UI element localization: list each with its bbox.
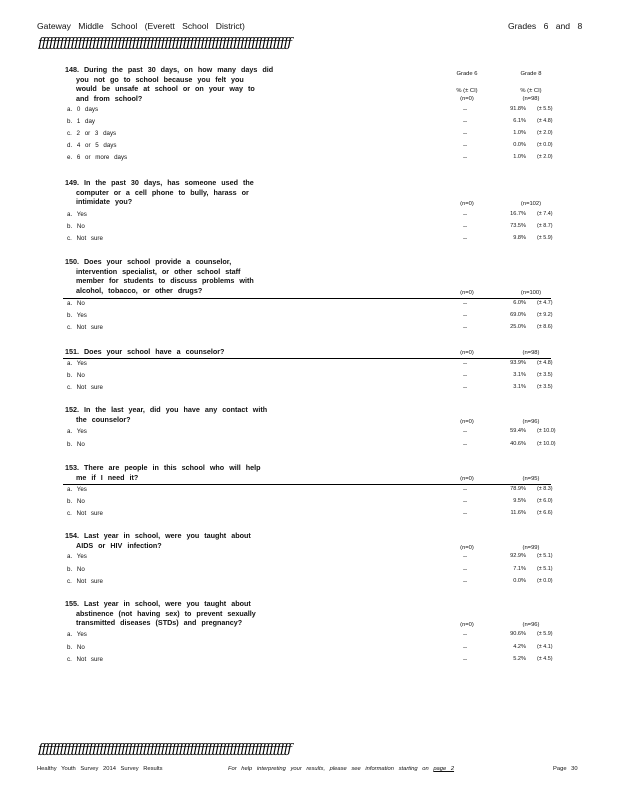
grade8-confidence-interval: (± 3.5) bbox=[537, 372, 553, 378]
answer-row bbox=[0, 553, 618, 565]
grade8-confidence-interval: (± 5.9) bbox=[537, 235, 553, 241]
decorative-divider-top: ƒƒƒƒƒƒƒƒƒƒƒƒƒƒƒƒƒƒƒƒƒƒƒƒƒƒƒƒƒƒƒƒƒƒƒƒƒƒƒƒƒƒƒƒƒƒƒƒƒƒƒƒƒƒƒƒƒƒƒƒƒƒƒƒƒƒƒƒƒƒ bbox=[38, 36, 291, 51]
grade6-sample-size: (n=0) bbox=[460, 290, 474, 296]
grade6-pct-ci-heading: % (± CI) bbox=[456, 88, 478, 94]
grade8-confidence-interval: (± 3.5) bbox=[537, 384, 553, 390]
report-header-school: Gateway Middle School (Everett School District) bbox=[37, 21, 245, 31]
answer-row bbox=[0, 384, 618, 396]
question-line: would be unsafe at school or on your way to bbox=[76, 84, 255, 94]
question-line: member for students to discuss problems with bbox=[76, 276, 254, 286]
grade8-confidence-interval: (± 2.0) bbox=[537, 154, 553, 160]
grade6-value: -- bbox=[463, 300, 468, 307]
grade8-heading: Grade 8 bbox=[520, 71, 542, 77]
grade8-percent: 16.7% bbox=[510, 211, 526, 217]
grade8-percent: 40.6% bbox=[510, 441, 526, 447]
footer-help-note bbox=[228, 766, 454, 772]
section-rule bbox=[63, 358, 551, 359]
question-text bbox=[65, 65, 280, 103]
question-line: 151. Does your school have a counselor? bbox=[65, 347, 225, 356]
grade8-confidence-interval: (± 4.5) bbox=[537, 656, 553, 662]
grade8-percent: 92.9% bbox=[510, 553, 526, 559]
question-text bbox=[65, 405, 280, 424]
answer-label: a. Yes bbox=[67, 428, 87, 435]
grade8-confidence-interval: (± 9.2) bbox=[537, 312, 553, 318]
grade8-percent: 9.8% bbox=[513, 235, 526, 241]
footer-help-text: For help interpreting your results, please see information starting on bbox=[228, 766, 429, 772]
answer-label: a. Yes bbox=[67, 553, 87, 560]
grade8-percent: 91.8% bbox=[510, 106, 526, 112]
grade6-sample-size: (n=0) bbox=[460, 350, 474, 356]
grade6-value: -- bbox=[463, 510, 468, 517]
answer-label: b. No bbox=[67, 372, 85, 379]
question-line: 150. Does your school provide a counselor, bbox=[65, 257, 232, 266]
question-text bbox=[65, 463, 280, 482]
answer-label: c. Not sure bbox=[67, 384, 103, 391]
section-rule bbox=[63, 298, 551, 299]
grade8-confidence-interval: (± 0.0) bbox=[537, 142, 553, 148]
grade8-percent: 0.0% bbox=[513, 142, 526, 148]
grade8-sample-size: (n=100) bbox=[520, 290, 542, 296]
answer-row bbox=[0, 211, 618, 223]
grade8-percent: 93.9% bbox=[510, 360, 526, 366]
grade8-confidence-interval: (± 8.3) bbox=[537, 486, 553, 492]
question-text bbox=[65, 599, 280, 628]
grade8-sample-size: (n=98) bbox=[522, 350, 540, 356]
grade8-percent: 5.2% bbox=[513, 656, 526, 662]
grade6-value: -- bbox=[463, 644, 468, 651]
grade6-value: -- bbox=[463, 566, 468, 573]
section-rule bbox=[63, 484, 551, 485]
grade6-value: -- bbox=[463, 553, 468, 560]
grade8-confidence-interval: (± 5.5) bbox=[537, 106, 553, 112]
answer-label: c. 2 or 3 days bbox=[67, 130, 117, 137]
answer-row bbox=[0, 644, 618, 656]
answer-row bbox=[0, 106, 618, 118]
answer-row bbox=[0, 130, 618, 142]
answer-row bbox=[0, 360, 618, 372]
grade8-percent: 3.1% bbox=[513, 384, 526, 390]
grade6-value: -- bbox=[463, 235, 468, 242]
answer-label: c. Not sure bbox=[67, 656, 103, 663]
question-line: AIDS or HIV infection? bbox=[76, 540, 162, 550]
page-number: Page 30 bbox=[553, 766, 578, 772]
question-line: intervention specialist, or other school staff bbox=[76, 266, 241, 276]
question-line: 152. In the last year, did you have any contact with bbox=[65, 405, 268, 414]
question-line: 155. Last year in school, were you taught about bbox=[65, 599, 251, 608]
answer-label: a. No bbox=[67, 300, 85, 307]
grade8-confidence-interval: (± 2.0) bbox=[537, 130, 553, 136]
grade8-percent: 0.0% bbox=[513, 578, 526, 584]
answer-label: a. Yes bbox=[67, 211, 87, 218]
grade6-value: -- bbox=[463, 486, 468, 493]
grade8-confidence-interval: (± 10.0) bbox=[537, 441, 556, 447]
answer-label: a. 0 days bbox=[67, 106, 99, 113]
answer-row bbox=[0, 578, 618, 590]
answer-row bbox=[0, 312, 618, 324]
grade6-value: -- bbox=[463, 312, 468, 319]
question-line: alcohol, tobacco, or other drugs? bbox=[76, 285, 203, 295]
grade8-percent: 69.0% bbox=[510, 312, 526, 318]
answer-label: c. Not sure bbox=[67, 510, 103, 517]
grade6-value: -- bbox=[463, 324, 468, 331]
answer-row bbox=[0, 486, 618, 498]
answer-label: a. Yes bbox=[67, 360, 87, 367]
footer-page-link[interactable]: page 2 bbox=[433, 766, 455, 772]
grade8-percent: 4.2% bbox=[513, 644, 526, 650]
answer-label: b. No bbox=[67, 644, 85, 651]
answer-label: b. 1 day bbox=[67, 118, 96, 125]
question-text bbox=[65, 178, 280, 207]
grade8-percent: 9.5% bbox=[513, 498, 526, 504]
grade6-sample-size: (n=0) bbox=[460, 545, 474, 551]
grade8-percent: 78.9% bbox=[510, 486, 526, 492]
question-text bbox=[65, 347, 280, 357]
grade8-percent: 7.1% bbox=[513, 566, 526, 572]
grade6-value: -- bbox=[463, 498, 468, 505]
grade6-value: -- bbox=[463, 142, 468, 149]
question-line: transmitted diseases (STDs) and pregnancy? bbox=[76, 618, 243, 628]
grade8-sample-size: (n=98) bbox=[522, 96, 540, 102]
grade8-confidence-interval: (± 0.0) bbox=[537, 578, 553, 584]
grade6-sample-size: (n=0) bbox=[460, 476, 474, 482]
grade8-percent: 6.1% bbox=[513, 118, 526, 124]
grade6-value: -- bbox=[463, 578, 468, 585]
grade8-percent: 59.4% bbox=[510, 428, 526, 434]
answer-row bbox=[0, 441, 618, 453]
answer-row bbox=[0, 142, 618, 154]
answer-row bbox=[0, 154, 618, 166]
grade8-confidence-interval: (± 6.6) bbox=[537, 510, 553, 516]
answer-row bbox=[0, 510, 618, 522]
question-line: me if I need it? bbox=[76, 472, 139, 482]
grade8-confidence-interval: (± 5.1) bbox=[537, 566, 553, 572]
question-line: 148. During the past 30 days, on how many days did bbox=[65, 65, 274, 74]
grade6-value: -- bbox=[463, 211, 468, 218]
answer-row bbox=[0, 428, 618, 440]
grade8-confidence-interval: (± 8.6) bbox=[537, 324, 553, 330]
grade6-value: -- bbox=[463, 384, 468, 391]
grade8-confidence-interval: (± 6.0) bbox=[537, 498, 553, 504]
grade8-sample-size: (n=96) bbox=[522, 419, 540, 425]
answer-row bbox=[0, 324, 618, 336]
answer-label: c. Not sure bbox=[67, 324, 103, 331]
grade6-value: -- bbox=[463, 441, 468, 448]
answer-row bbox=[0, 223, 618, 235]
answer-row bbox=[0, 631, 618, 643]
answer-label: c. Not sure bbox=[67, 578, 103, 585]
grade8-confidence-interval: (± 4.8) bbox=[537, 118, 553, 124]
grade8-percent: 1.0% bbox=[513, 130, 526, 136]
answer-label: a. Yes bbox=[67, 486, 87, 493]
grade8-percent: 11.6% bbox=[510, 510, 526, 516]
grade6-sample-size: (n=0) bbox=[460, 419, 474, 425]
answer-label: b. No bbox=[67, 441, 85, 448]
answer-label: b. No bbox=[67, 498, 85, 505]
grade6-sample-size: (n=0) bbox=[460, 201, 474, 207]
question-line: 149. In the past 30 days, has someone used the bbox=[65, 178, 254, 187]
question-line: and from school? bbox=[76, 93, 143, 103]
grade8-percent: 73.5% bbox=[510, 223, 526, 229]
question-line: computer or a cell phone to bully, harass or bbox=[76, 187, 249, 197]
question-line: you not go to school because you felt you bbox=[76, 74, 244, 84]
decorative-divider-bottom: ƒƒƒƒƒƒƒƒƒƒƒƒƒƒƒƒƒƒƒƒƒƒƒƒƒƒƒƒƒƒƒƒƒƒƒƒƒƒƒƒƒƒƒƒƒƒƒƒƒƒƒƒƒƒƒƒƒƒƒƒƒƒƒƒƒƒƒƒƒƒ bbox=[38, 742, 291, 757]
answer-row bbox=[0, 118, 618, 130]
answer-label: c. Not sure bbox=[67, 235, 103, 242]
grade8-pct-ci-heading: % (± CI) bbox=[520, 88, 542, 94]
answer-row bbox=[0, 372, 618, 384]
grade6-value: -- bbox=[463, 106, 468, 113]
grade8-percent: 6.0% bbox=[513, 300, 526, 306]
answer-row bbox=[0, 656, 618, 668]
grade8-percent: 90.6% bbox=[510, 631, 526, 637]
grade8-percent: 25.0% bbox=[510, 324, 526, 330]
grade8-confidence-interval: (± 4.8) bbox=[537, 360, 553, 366]
grade8-confidence-interval: (± 8.7) bbox=[537, 223, 553, 229]
grade8-sample-size: (n=99) bbox=[522, 545, 540, 551]
grade6-heading: Grade 6 bbox=[456, 71, 478, 77]
answer-label: d. 4 or 5 days bbox=[67, 142, 117, 149]
grade8-confidence-interval: (± 7.4) bbox=[537, 211, 553, 217]
answer-row bbox=[0, 566, 618, 578]
grade6-value: -- bbox=[463, 372, 468, 379]
grade6-value: -- bbox=[463, 130, 468, 137]
grade6-sample-size: (n=0) bbox=[460, 96, 474, 102]
grade8-confidence-interval: (± 5.1) bbox=[537, 553, 553, 559]
question-line: 153. There are people in this school who will help bbox=[65, 463, 261, 472]
grade8-confidence-interval: (± 4.7) bbox=[537, 300, 553, 306]
answer-label: b. No bbox=[67, 566, 85, 573]
question-line: intimidate you? bbox=[76, 197, 133, 207]
question-line: 154. Last year in school, were you taught about bbox=[65, 531, 251, 540]
grade6-value: -- bbox=[463, 223, 468, 230]
grade6-value: -- bbox=[463, 631, 468, 638]
footer-survey-title: Healthy Youth Survey 2014 Survey Results bbox=[37, 766, 163, 772]
answer-row bbox=[0, 235, 618, 247]
grade8-percent: 1.0% bbox=[513, 154, 526, 160]
report-header-grades: Grades 6 and 8 bbox=[508, 21, 583, 31]
answer-label: e. 6 or more days bbox=[67, 154, 128, 161]
question-line: the counselor? bbox=[76, 414, 131, 424]
question-line: abstinence (not having sex) to prevent sexually bbox=[76, 608, 256, 618]
answer-label: b. No bbox=[67, 223, 85, 230]
question-text bbox=[65, 257, 280, 295]
grade8-confidence-interval: (± 4.1) bbox=[537, 644, 553, 650]
grade6-sample-size: (n=0) bbox=[460, 622, 474, 628]
grade8-sample-size: (n=102) bbox=[520, 201, 542, 207]
grade8-confidence-interval: (± 5.9) bbox=[537, 631, 553, 637]
answer-label: b. Yes bbox=[67, 312, 87, 319]
grade6-value: -- bbox=[463, 360, 468, 367]
grade6-value: -- bbox=[463, 656, 468, 663]
grade6-value: -- bbox=[463, 118, 468, 125]
grade6-value: -- bbox=[463, 154, 468, 161]
answer-label: a. Yes bbox=[67, 631, 87, 638]
grade8-percent: 3.1% bbox=[513, 372, 526, 378]
answer-row bbox=[0, 300, 618, 312]
answer-row bbox=[0, 498, 618, 510]
grade6-value: -- bbox=[463, 428, 468, 435]
question-text bbox=[65, 531, 280, 550]
grade8-confidence-interval: (± 10.0) bbox=[537, 428, 556, 434]
grade8-sample-size: (n=95) bbox=[522, 476, 540, 482]
grade8-sample-size: (n=96) bbox=[522, 622, 540, 628]
